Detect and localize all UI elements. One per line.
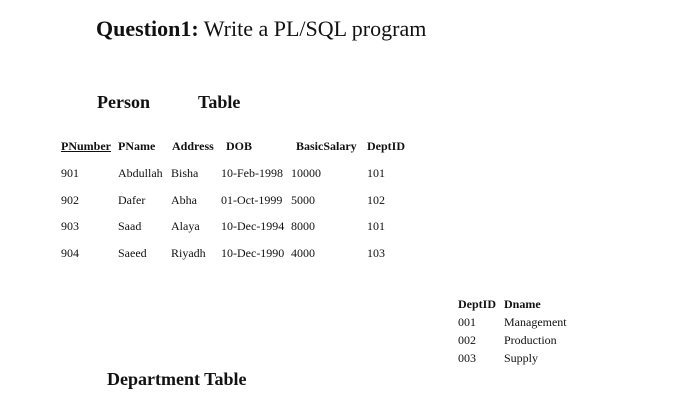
cell-deptid: 101 [367,219,385,233]
cell-dob: 10-Dec-1990 [221,246,285,260]
cell-pnumber: 902 [61,193,79,207]
cell-deptid: 101 [367,166,385,180]
table-row [61,246,441,262]
cell-basicsalary: 10000 [291,166,321,180]
cell-pname: Dafer [118,193,146,207]
cell-pname: Saeed [118,246,147,260]
column-header-basicsalary: BasicSalary [296,139,357,153]
department-table-heading: Department Table [107,369,247,389]
cell-pname: Saad [118,219,142,233]
cell-deptid: 002 [458,333,476,347]
person-table-heading-word2: Table [198,92,241,112]
cell-deptid: 001 [458,315,476,329]
cell-deptid: 102 [367,193,385,207]
column-header-address: Address [172,139,214,153]
column-header-deptid: DeptID [367,139,405,153]
cell-deptid: 103 [367,246,385,260]
cell-pnumber: 903 [61,219,79,233]
column-header-deptid: DeptID [458,297,496,311]
cell-basicsalary: 8000 [291,219,315,233]
cell-pnumber: 904 [61,246,79,260]
table-row [458,351,588,367]
table-row [61,219,441,235]
cell-address: Riyadh [171,246,206,260]
column-header-dob: DOB [226,139,253,153]
cell-deptid: 003 [458,351,476,365]
cell-dname: Production [504,333,557,347]
question-title [96,16,426,42]
cell-dname: Management [504,315,567,329]
table-row [458,333,588,349]
cell-dname: Supply [504,351,539,365]
table-row [61,166,441,182]
cell-pnumber: 901 [61,166,79,180]
table-row [61,193,441,209]
person-table-heading-word1: Person [97,92,150,112]
cell-dob: 10-Dec-1994 [221,219,285,233]
cell-dob: 01-Oct-1999 [221,193,283,207]
cell-address: Alaya [171,219,200,233]
column-header-dname: Dname [504,297,541,311]
column-header-pname: PName [118,139,156,153]
table-row [458,315,588,331]
question-label: Question1: [96,16,199,41]
column-header-pnumber: PNumber [61,139,111,153]
cell-pname: Abdullah [118,166,163,180]
cell-basicsalary: 5000 [291,193,315,207]
cell-basicsalary: 4000 [291,246,315,260]
question-text: Write a PL/SQL program [203,16,427,41]
cell-address: Abha [171,193,197,207]
cell-address: Bisha [171,166,199,180]
cell-dob: 10-Feb-1998 [221,166,283,180]
